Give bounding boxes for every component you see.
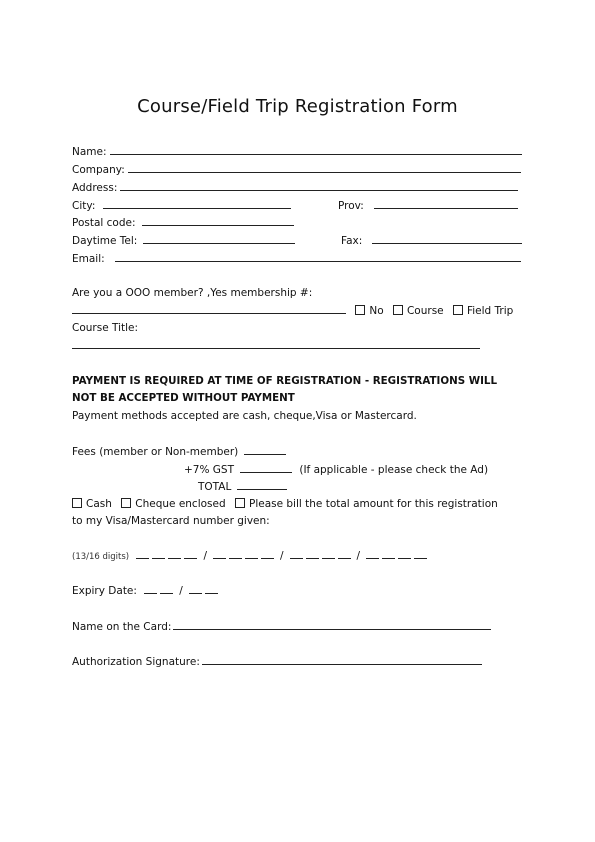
field-trip-option-label: Field Trip	[466, 305, 514, 317]
card-digit-field[interactable]	[338, 548, 351, 559]
card-digit-field[interactable]	[229, 548, 242, 559]
cash-checkbox[interactable]	[72, 498, 82, 508]
cash-option-label: Cash	[86, 498, 112, 510]
bill-card-checkbox[interactable]	[235, 498, 245, 508]
payment-options-row	[72, 497, 498, 511]
expiry-year-field[interactable]	[189, 583, 202, 594]
membership-row	[72, 303, 513, 318]
expiry-year-field[interactable]	[205, 583, 218, 594]
card-digit-field[interactable]	[414, 548, 427, 559]
expiry-month-field[interactable]	[160, 583, 173, 594]
signature-row	[72, 654, 482, 669]
expiry-row	[72, 583, 221, 598]
separator-slash: /	[356, 550, 361, 562]
payment-notice-line1: PAYMENT IS REQUIRED AT TIME OF REGISTRATION - REGISTRATIONS WILL	[72, 375, 498, 387]
total-row	[198, 479, 287, 494]
address-label: Address:	[72, 182, 118, 194]
company-field[interactable]	[128, 162, 521, 173]
card-digit-field[interactable]	[382, 548, 395, 559]
fax-label: Fax:	[341, 235, 363, 247]
name-on-card-field[interactable]	[173, 619, 491, 630]
fax-field[interactable]	[372, 233, 522, 244]
name-label: Name:	[72, 146, 107, 158]
fees-row	[72, 444, 286, 459]
fees-field[interactable]	[244, 444, 286, 455]
gst-label: +7% GST	[184, 464, 235, 476]
postal-code-label: Postal code:	[72, 217, 136, 229]
prov-row	[338, 198, 518, 213]
gst-field[interactable]	[240, 462, 292, 473]
daytime-tel-row	[72, 233, 295, 248]
postal-code-row	[72, 215, 294, 230]
separator-slash: /	[203, 550, 207, 562]
daytime-tel-field[interactable]	[143, 233, 295, 244]
signature-field[interactable]	[202, 654, 482, 665]
membership-question: Are you a OOO member? ,Yes membership #:	[72, 287, 313, 299]
payment-methods-text: Payment methods accepted are cash, cheque,Visa or Mastercard.	[72, 410, 417, 422]
course-title-label: Course Title:	[72, 322, 139, 334]
card-digit-field[interactable]	[398, 548, 411, 559]
name-row	[72, 144, 522, 159]
fees-label: Fees (member or Non-member)	[72, 446, 239, 458]
card-digit-field[interactable]	[168, 548, 181, 559]
address-row	[72, 180, 518, 195]
card-digit-field[interactable]	[306, 548, 319, 559]
email-field[interactable]	[115, 251, 521, 262]
separator-slash: /	[179, 585, 183, 597]
email-row	[72, 251, 521, 266]
course-checkbox[interactable]	[393, 305, 403, 315]
address-field[interactable]	[120, 180, 518, 191]
postal-code-field[interactable]	[142, 215, 294, 226]
course-option-label: Course	[406, 305, 444, 317]
separator-slash: /	[280, 550, 284, 562]
card-digit-field[interactable]	[261, 548, 274, 559]
cheque-option-label: Cheque enclosed	[135, 498, 226, 510]
course-title-row	[72, 338, 480, 353]
card-digit-field[interactable]	[213, 548, 226, 559]
expiry-month-field[interactable]	[144, 583, 157, 594]
city-row	[72, 198, 291, 213]
expiry-label: Expiry Date:	[72, 585, 137, 597]
no-checkbox[interactable]	[355, 305, 365, 315]
field-trip-checkbox[interactable]	[453, 305, 463, 315]
membership-number-field[interactable]	[72, 303, 346, 314]
total-label: TOTAL	[198, 481, 232, 493]
prov-label: Prov:	[338, 200, 364, 212]
company-row	[72, 162, 521, 177]
signature-label: Authorization Signature:	[72, 656, 200, 668]
name-field[interactable]	[110, 144, 522, 155]
card-digit-field[interactable]	[322, 548, 335, 559]
bill-card-option-label: Please bill the total amount for this registration	[248, 498, 498, 510]
name-on-card-label: Name on the Card:	[72, 621, 172, 633]
card-digit-field[interactable]	[136, 548, 149, 559]
no-option-label: No	[369, 305, 384, 317]
card-digit-field[interactable]	[184, 548, 197, 559]
card-digit-field[interactable]	[290, 548, 303, 559]
city-label: City:	[72, 200, 96, 212]
name-on-card-row	[72, 619, 491, 634]
card-digit-field[interactable]	[245, 548, 258, 559]
form-title: Course/Field Trip Registration Form	[137, 96, 458, 117]
payment-options-continued: to my Visa/Mastercard number given:	[72, 515, 270, 527]
card-digits-label: (13/16 digits)	[72, 552, 130, 562]
daytime-tel-label: Daytime Tel:	[72, 235, 138, 247]
card-digit-field[interactable]	[152, 548, 165, 559]
email-label: Email:	[72, 253, 105, 265]
total-field[interactable]	[237, 479, 287, 490]
prov-field[interactable]	[374, 198, 518, 209]
cheque-checkbox[interactable]	[121, 498, 131, 508]
company-label: Company:	[72, 164, 125, 176]
course-title-field[interactable]	[72, 338, 480, 349]
payment-notice-line2: NOT BE ACCEPTED WITHOUT PAYMENT	[72, 392, 295, 404]
fax-row	[341, 233, 522, 248]
gst-note: (If applicable - please check the Ad)	[299, 464, 489, 476]
card-number-row	[72, 548, 430, 564]
gst-row	[184, 462, 488, 477]
card-digit-field[interactable]	[366, 548, 379, 559]
city-field[interactable]	[103, 198, 291, 209]
